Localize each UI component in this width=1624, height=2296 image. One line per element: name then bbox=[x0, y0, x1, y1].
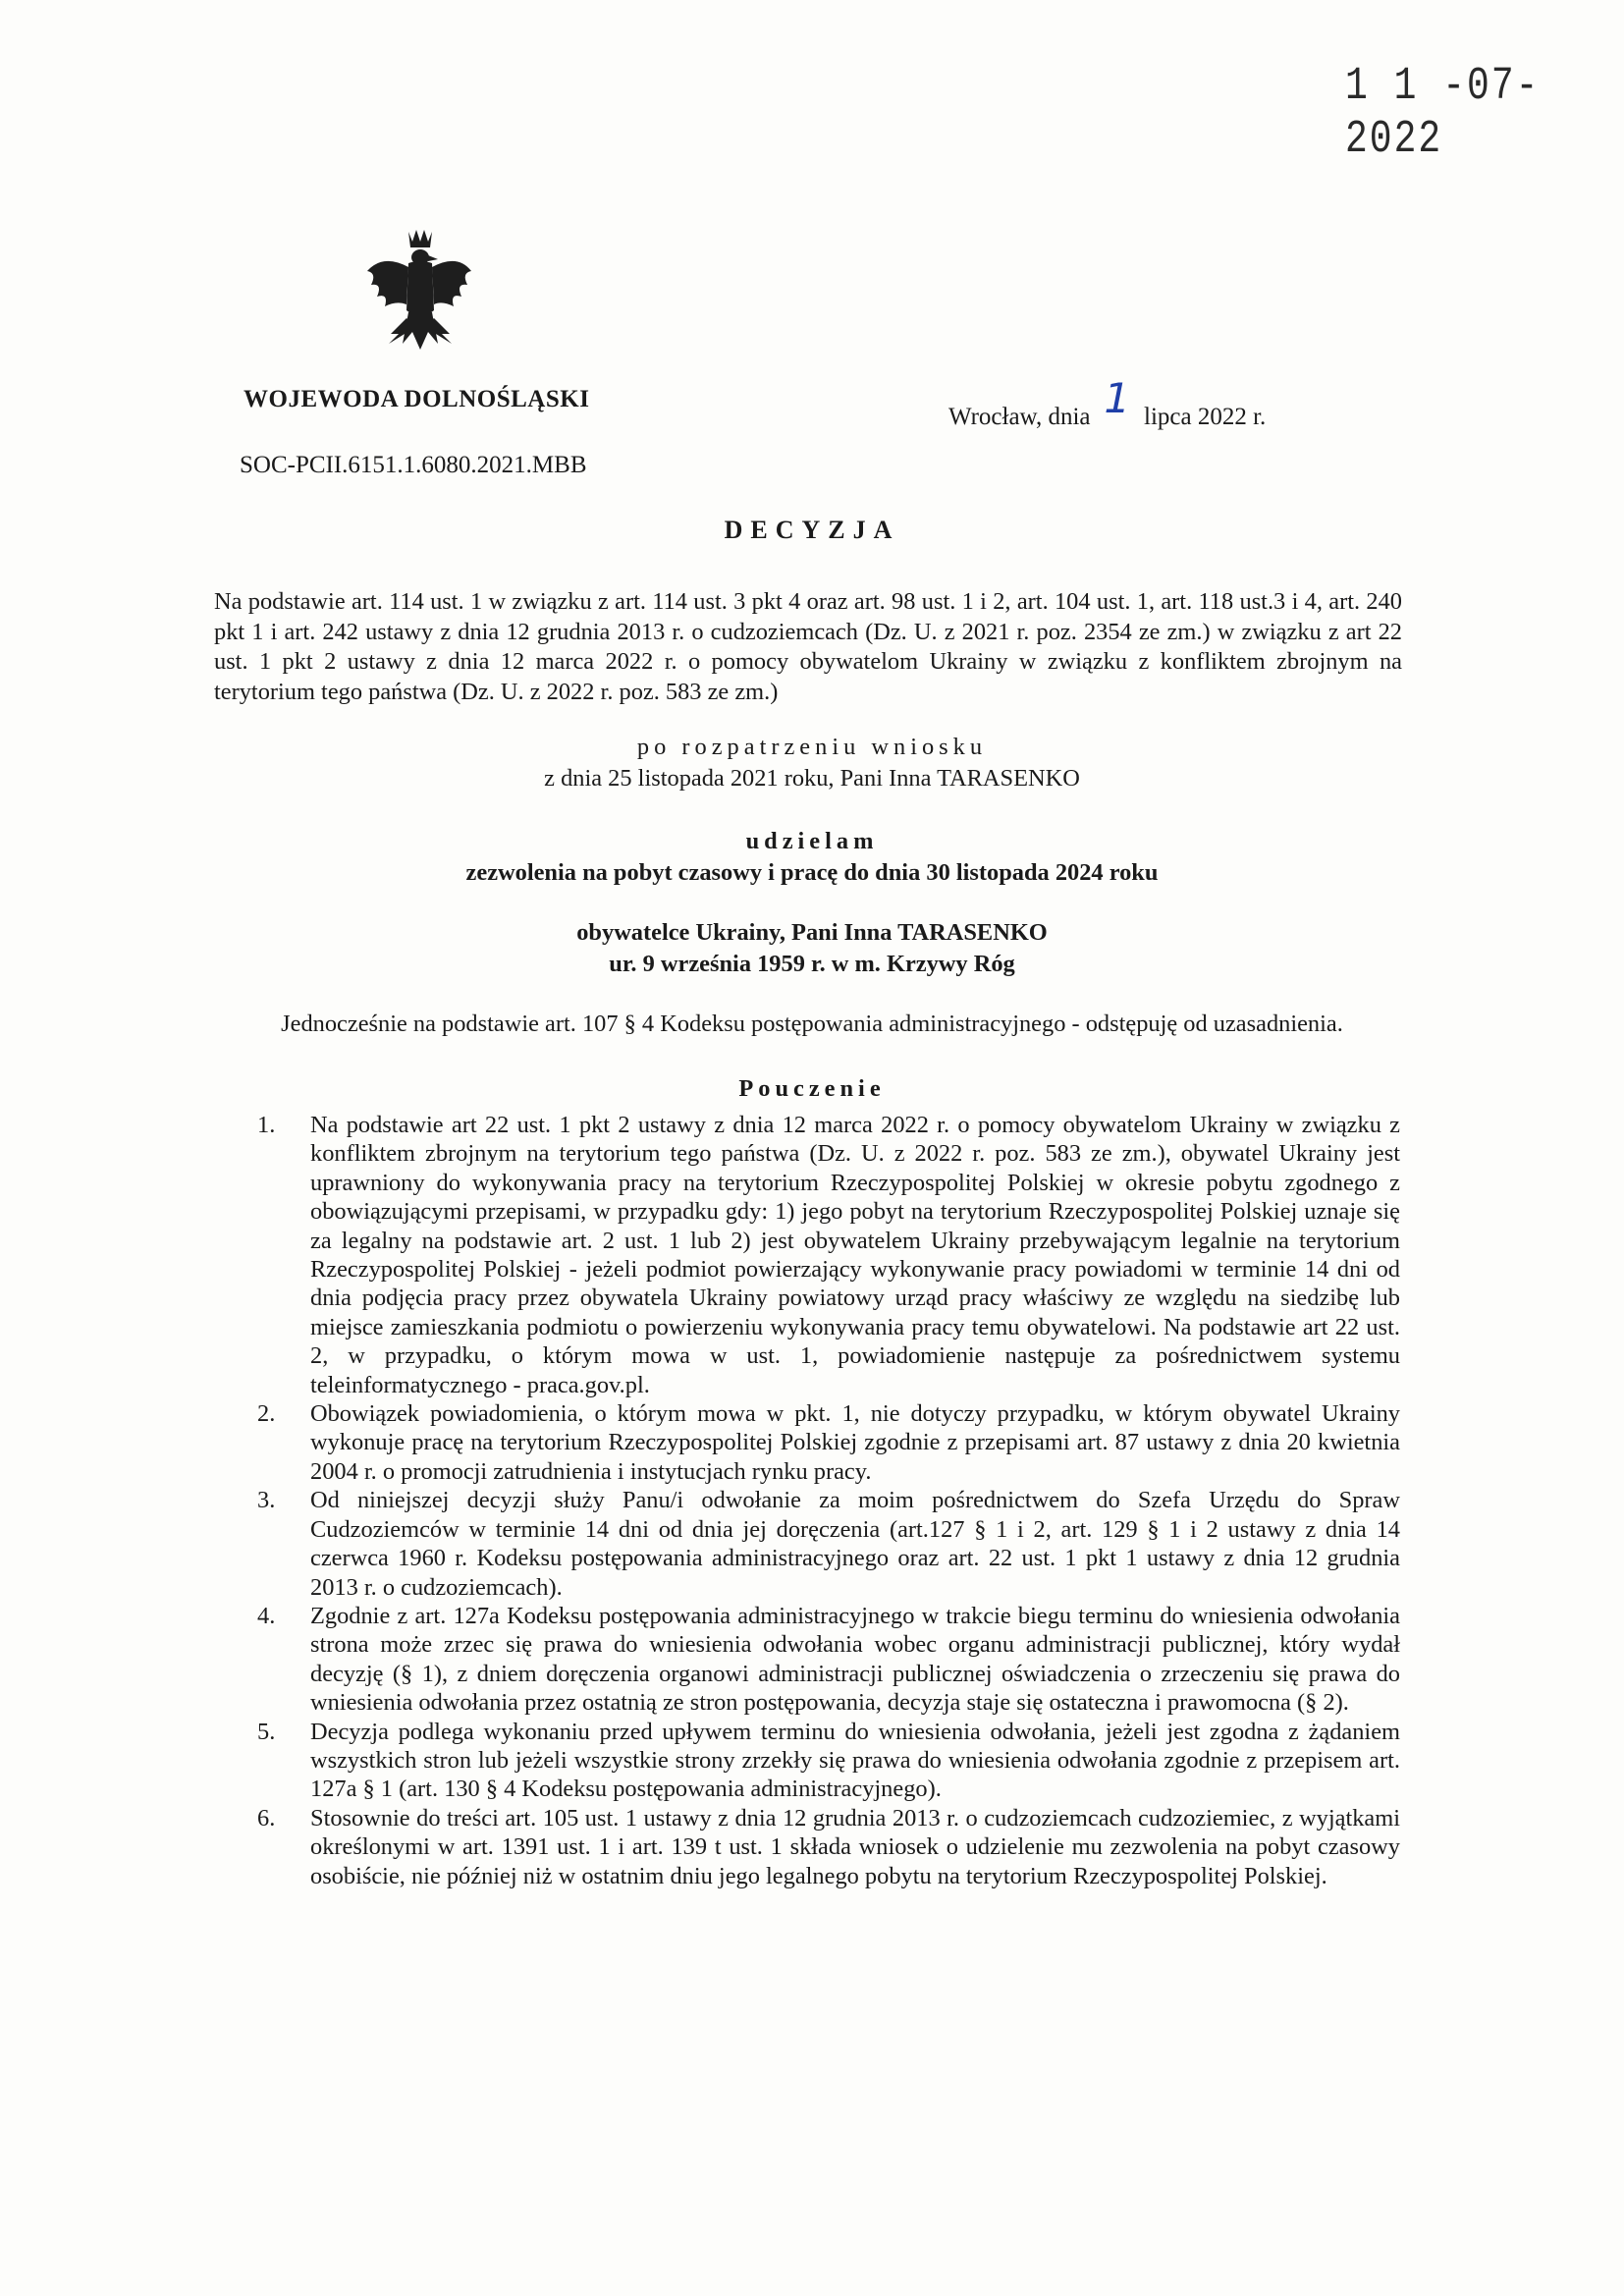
list-item-text: Na podstawie art 22 ust. 1 pkt 2 ustawy z dnia 12 marca 2022 r. o pomocy obywatelom Ukrainy w związku z konfliktem zbrojnym na terytorium tego państwa (Dz. U. z 2022 r. poz. 583 ze zm.), obywatel Ukrainy jest uprawniony do wykonywania pracy na terytorium Rzeczypospolitej Polskiej w okresie pobytu zgodnego z obowiązującymi przepisami, w przypadku gdy: 1) jego pobyt na terytorium Rzeczypospolitej Polskiej uznaje się za legalny na podstawie art. 2 ust. 1 lub 2) jest obywatelem Ukrainy przebywającym legalnie na terytorium Rzeczypospolitej Polskiej - jeżeli podmiot powierzający wykonywanie pracy powiadomi w terminie 14 dni od dnia podjęcia pracy przez obywatela Ukrainy powiatowy urząd pracy właściwy ze względu na siedzibę lub miejsce zamieszkania podmiotu o powierzeniu wykonywania pracy temu obywatelowi. Na podstawie art 22 ust. 2, w przypadku, o którym mowa w ust. 1, powiadomienie następuje za pośrednictwem systemu teleinformatycznego - praca.gov.pl. bbox=[310, 1112, 1400, 1398]
place-prefix: Wrocław, dnia bbox=[948, 404, 1091, 430]
list-item-text: Od niniejszej decyzji służy Panu/i odwołanie za moim pośrednictwem do Szefa Urzędu do Spraw Cudzoziemców w terminie 14 dni od dnia jej doręczenia (art.127 § 1 i 2, art. 129 § 1 i 2 ustawy z dnia 14 czerwca 1960 r. Kodeksu postępowania administracyjnego oraz art. 22 ust. 1 pkt 1 ustawy z dnia 12 grudnia 2013 r. o cudzoziemcach). bbox=[310, 1487, 1400, 1601]
consideration-line: po rozpatrzeniu wniosku bbox=[636, 734, 988, 760]
received-date-stamp: 1 1 -07- 2022 bbox=[1345, 60, 1541, 166]
polish-eagle-emblem-icon bbox=[359, 224, 477, 371]
list-item bbox=[257, 1718, 1400, 1804]
handwritten-day: 1 bbox=[1104, 374, 1131, 422]
list-item-number: 2. bbox=[257, 1400, 276, 1428]
list-item-number: 4. bbox=[257, 1602, 276, 1629]
instruction-title: Pouczenie bbox=[738, 1075, 886, 1102]
instruction-list bbox=[257, 1111, 1400, 1890]
list-item-text: Obowiązek powiadomienia, o którym mowa w pkt. 1, nie dotyczy przypadku, w którym obywatel Ukrainy wykonuje pracę na terytorium Rzeczypospolitej Polskiej zgodnie z przepisami art. 87 ustawy z dnia 20 kwietnia 2004 r. o promocji zatrudnienia i instytucjach rynku pracy. bbox=[310, 1400, 1400, 1485]
application-line: z dnia 25 listopada 2021 roku, Pani Inna TARASENKO bbox=[544, 765, 1080, 792]
document-title: DECYZJA bbox=[724, 516, 900, 544]
date-suffix: lipca 2022 r. bbox=[1144, 404, 1267, 430]
list-item-number: 3. bbox=[257, 1487, 276, 1514]
place-and-date bbox=[948, 374, 1267, 434]
list-item-number: 1. bbox=[257, 1112, 276, 1138]
case-reference: SOC-PCII.6151.1.6080.2021.MBB bbox=[240, 452, 587, 478]
legal-basis-paragraph: Na podstawie art. 114 ust. 1 w związku z art. 114 ust. 3 pkt 4 oraz art. 98 ust. 1 i 2, art. 104 ust. 1, art. 118 ust.3 i 4, art. 240 pkt 1 i art. 242 ustawy z dnia 12 grudnia 2013 r. o cudzoziemcach (Dz. U. z 2021 r. poz. 2354 ze zm.) w związku z art 22 ust. 1 pkt 2 ustawy z dnia 12 marca 2022 r. o pomocy obywatelom Ukrainy w związku z konfliktem zbrojnym na terytorium tego państwa (Dz. U. z 2022 r. poz. 583 ze zm.) bbox=[214, 588, 1402, 705]
list-item bbox=[257, 1111, 1400, 1399]
grant-verb: udzielam bbox=[745, 828, 879, 854]
permit-scope: zezwolenia na pobyt czasowy i pracę do dnia 30 listopada 2024 roku bbox=[465, 859, 1159, 886]
birth-line: ur. 9 września 1959 r. w m. Krzywy Róg bbox=[609, 951, 1015, 977]
list-item bbox=[257, 1399, 1400, 1486]
list-item-number: 5. bbox=[257, 1718, 276, 1745]
list-item-text: Decyzja podlega wykonaniu przed upływem terminu do wniesienia odwołania, jeżeli jest zgodna z żądaniem wszystkich stron lub jeżeli wszystkie strony zrzekły się prawa do wniesienia odwołania zgodnie z przepisem art. 127a § 1 (art. 130 § 4 Kodeksu postępowania administracyjnego). bbox=[310, 1718, 1400, 1803]
list-item bbox=[257, 1804, 1400, 1890]
list-item-text: Stosownie do treści art. 105 ust. 1 ustawy z dnia 12 grudnia 2013 r. o cudzoziemcach cudzoziemiec, z wyjątkami określonymi w art. 1391 ust. 1 i art. 139 t ust. 1 składa wniosek o udzielenie mu zezwolenia na pobyt czasowy osobiście, nie później niż w ostatnim dniu jego legalnego pobytu na terytorium Rzeczypospolitej Polskiej. bbox=[310, 1804, 1400, 1889]
list-item-text: Zgodnie z art. 127a Kodeksu postępowania administracyjnego w trakcie biegu terminu do wniesienia odwołania strona może zrzec się prawa do wniesienia odwołania wobec organu administracji publicznej, który wydał decyzję (§ 1), z dniem doręczenia organowi administracji publicznej oświadczenia o zrzeczeniu się prawa do wniesienia odwołania przez ostatnią ze stron postępowania, decyzja staje się ostateczna i prawomocna (§ 2). bbox=[310, 1602, 1400, 1717]
list-item bbox=[257, 1486, 1400, 1602]
issuing-authority: WOJEWODA DOLNOŚLĄSKI bbox=[244, 386, 590, 412]
list-item bbox=[257, 1602, 1400, 1718]
recipient-line: obywatelce Ukrainy, Pani Inna TARASENKO bbox=[576, 919, 1048, 946]
waiver-paragraph: Jednocześnie na podstawie art. 107 § 4 Kodeksu postępowania administracyjnego - odstępuję od uzasadnienia. bbox=[281, 1011, 1343, 1037]
list-item-number: 6. bbox=[257, 1804, 276, 1831]
